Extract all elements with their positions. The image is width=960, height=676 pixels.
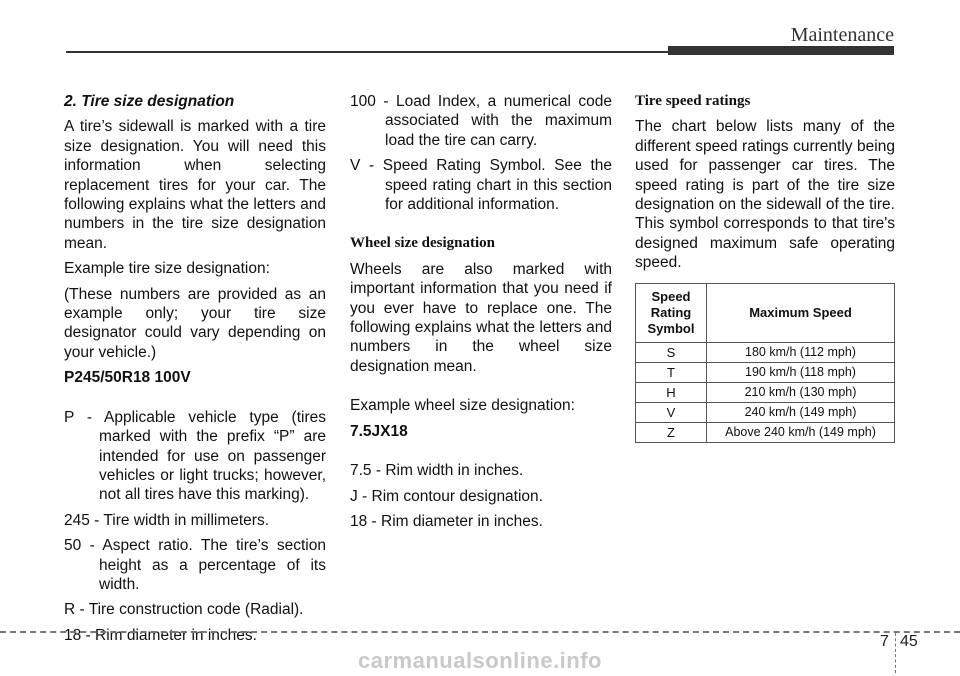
definition-line: 7.5 - Rim width in inches. — [350, 462, 524, 480]
section-heading: Tire speed ratings — [635, 93, 751, 109]
definition-line: 18 - Rim diameter in inches. — [350, 512, 543, 530]
rating-symbol: T — [636, 362, 707, 382]
rating-symbol: V — [636, 402, 707, 422]
max-speed: 240 km/h (149 mph) — [707, 402, 895, 422]
max-speed: 210 km/h (130 mph) — [707, 382, 895, 402]
definition-line: J - Rim contour designation. — [350, 487, 543, 505]
footer-rule — [0, 631, 960, 633]
column-speed-ratings — [635, 92, 895, 443]
definition-item: 50 - Aspect ratio. The tire’s section height as a percentage of its width. — [64, 537, 326, 593]
table-header-row — [636, 283, 895, 342]
definition-item: P - Applicable vehicle type (tires marked with the prefix “P” are intended for use on passenger vehicles or light trucks; however, not all tires have this marking). — [64, 408, 326, 504]
max-speed: 190 km/h (118 mph) — [707, 362, 895, 382]
rating-symbol: H — [636, 382, 707, 402]
tire-size-example: P245/50R18 100V — [64, 369, 191, 387]
rating-symbol: Z — [636, 422, 707, 442]
table-row — [636, 382, 895, 402]
header-bar — [668, 46, 894, 55]
column-tire-size — [64, 92, 326, 651]
rating-symbol: S — [636, 342, 707, 362]
table-row — [636, 402, 895, 422]
wheel-size-example: 7.5JX18 — [350, 422, 408, 440]
spacer — [64, 394, 326, 408]
max-speed: Above 240 km/h (149 mph) — [707, 422, 895, 442]
section-heading: 2. Tire size designation — [64, 93, 235, 110]
table-row — [636, 422, 895, 442]
header-line: Symbol — [647, 320, 695, 336]
definition-item: 18 - Rim diameter in inches. — [64, 626, 257, 644]
definition-item: 245 - Tire width in millimeters. — [64, 511, 270, 529]
paragraph: A tire’s sidewall is marked with a tire size designation. You will need this information when selecting replacement tires for your car. The following explains what the letters and numbers in the tire size designation mean. — [64, 118, 326, 252]
table-row — [636, 342, 895, 362]
chapter-number: 7 — [880, 633, 889, 650]
header-line: Speed — [651, 288, 691, 304]
definition-item: V - Speed Rating Symbol. See the speed rating chart in this section for additional information. — [350, 157, 612, 214]
column-header-symbol — [636, 283, 707, 342]
speed-rating-table — [635, 283, 895, 443]
paragraph: Example wheel size designation: — [350, 397, 575, 415]
column-header-max-speed: Maximum Speed — [707, 283, 895, 342]
max-speed: 180 km/h (112 mph) — [707, 342, 895, 362]
definition-item: 100 - Load Index, a numerical code associated with the maximum load the tire can carry. — [350, 93, 612, 149]
section-heading: Wheel size designation — [350, 235, 495, 252]
spacer — [350, 220, 612, 234]
page-header-title: Maintenance — [790, 24, 894, 46]
spacer — [350, 447, 612, 461]
definition-item: R - Tire construction code (Radial). — [64, 601, 304, 619]
watermark: carmanualsonline.info — [358, 648, 602, 673]
table-row — [636, 362, 895, 382]
paragraph: Example tire size designation: — [64, 260, 270, 278]
column-wheel-size — [350, 92, 612, 537]
paragraph: Wheels are also marked with important information that you need if you ever have to replace one. The following explains what the letters and numbers in the wheel size designation mean. — [350, 260, 612, 375]
spacer — [350, 382, 612, 396]
page-number: 45 — [900, 633, 918, 650]
paragraph: The chart below lists many of the different speed ratings currently being used for passenger car tires. The speed rating is part of the tire size designation on the sidewall of the tire. This symbol corresponds to that tire's designed maximum safe operating speed. — [635, 118, 895, 272]
paragraph: (These numbers are provided as an example only; your tire size designator could vary depending on your vehicle.) — [64, 285, 326, 361]
header-line: Rating — [650, 304, 692, 320]
